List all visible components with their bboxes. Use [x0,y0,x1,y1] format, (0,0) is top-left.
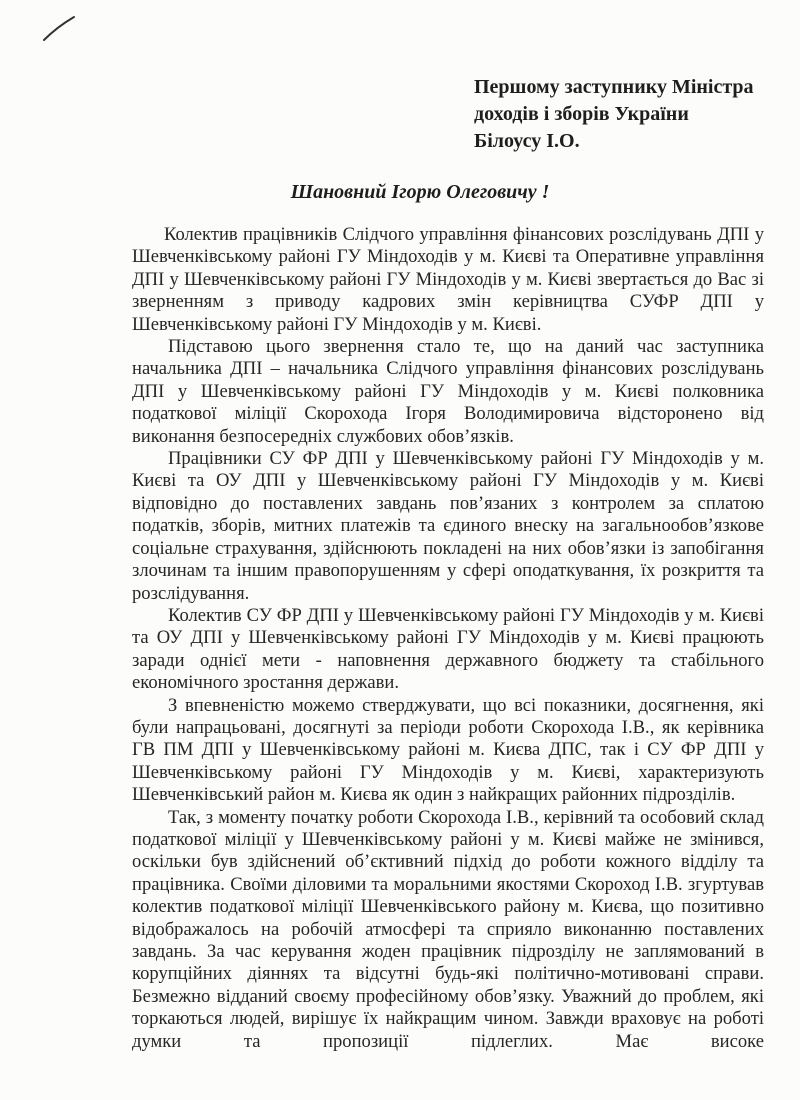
letter-body [132,224,764,1053]
paragraph-1: Колектив працівників Слідчого управління фінансових розслідувань ДПІ у Шевченківському районі ГУ Міндоходів у м. Києві та Оперативне управління ДПІ у Шевченківському районі ГУ Міндоходів у м. Києві звертається до Вас зі зверненням з приводу кадрових змін керівництва СУФР ДПІ у Шевченківському районі ГУ Міндоходів у м. Києві. [132,224,764,335]
addressee-line-3: Білоусу І.О. [474,130,580,152]
paragraph-4: Колектив СУ ФР ДПІ у Шевченківському районі ГУ Міндоходів у м. Києві та ОУ ДПІ у Шевченківському районі ГУ Міндоходів у м. Києві працюють заради однієї мети - наповнення державного бюджету та стабільного економічного зростання держави. [132,604,764,694]
addressee-line-1: Першому заступнику Міністра [474,76,754,98]
paragraph-6: Так, з моменту початку роботи Скорохода І.В., керівний та особовий склад податкової міліції у Шевченківському районі у м. Києві майже не змінився, оскільки був здійснений об’єктивний підхід до роботи кожного відділу та працівника. Своїми діловими та моральними якостями Скороход І.В. згуртував колектив податкової міліції Шевченківського району м. Києва, що позитивно відображалось на робочій атмосфері та сприяло виконанню поставлених завдань. За час керування жоден працівник підрозділу не заплямований в корупційних діяннях та відсутні будь-які політично-мотивовані справи. Безмежно відданий своєму професійному обов’язку. Уважний до проблем, які торкаються людей, вирішує їх найкращим чином. Завжди враховує на роботі думки та пропозиції підлеглих. Має високе [132,806,764,1052]
paragraph-3: Працівники СУ ФР ДПІ у Шевченківському районі ГУ Міндоходів у м. Києві та ОУ ДПІ у Шевченківському районі ГУ Міндоходів у м. Києві відповідно до поставлених завдань пов’язаних з контролем за сплатою податків, зборів, митних платежів та єдиного внеску на загальнообов’язкове соціальне страхування, здійснюють покладені на них обов’язки із запобігання злочинам та іншим правопорушенням у сфері оподаткування, їх розкриття та розслідування. [132,448,764,604]
salutation: Шановний Ігорю Олеговичу ! [290,181,550,203]
addressee-line-2: доходів і зборів України [474,103,689,125]
addressee-block [474,74,754,155]
pen-stroke-mark [42,14,76,44]
paragraph-5: З впевненістю можемо стверджувати, що всі показники, досягнення, які були напрацьовані, досягнуті за періоди роботи Скорохода І.В., як керівника ГВ ПМ ДПІ у Шевченківському районі м. Києва ДПС, так і СУ ФР ДПІ у Шевченківському районі ГУ Міндоходів у м. Києві, характеризують Шевченківський район м. Києва як один з найкращих районних підрозділів. [132,694,764,806]
paragraph-2: Підставою цього звернення стало те, що на даний час заступника начальника ДПІ – начальника Слідчого управління фінансових розслідувань ДПІ у Шевченківському районі ГУ Міндоходів у м. Києві полковника податкової міліції Скорохода Ігоря Володимировича відсторонено від виконання безпосередніх службових обов’язків. [132,336,764,447]
